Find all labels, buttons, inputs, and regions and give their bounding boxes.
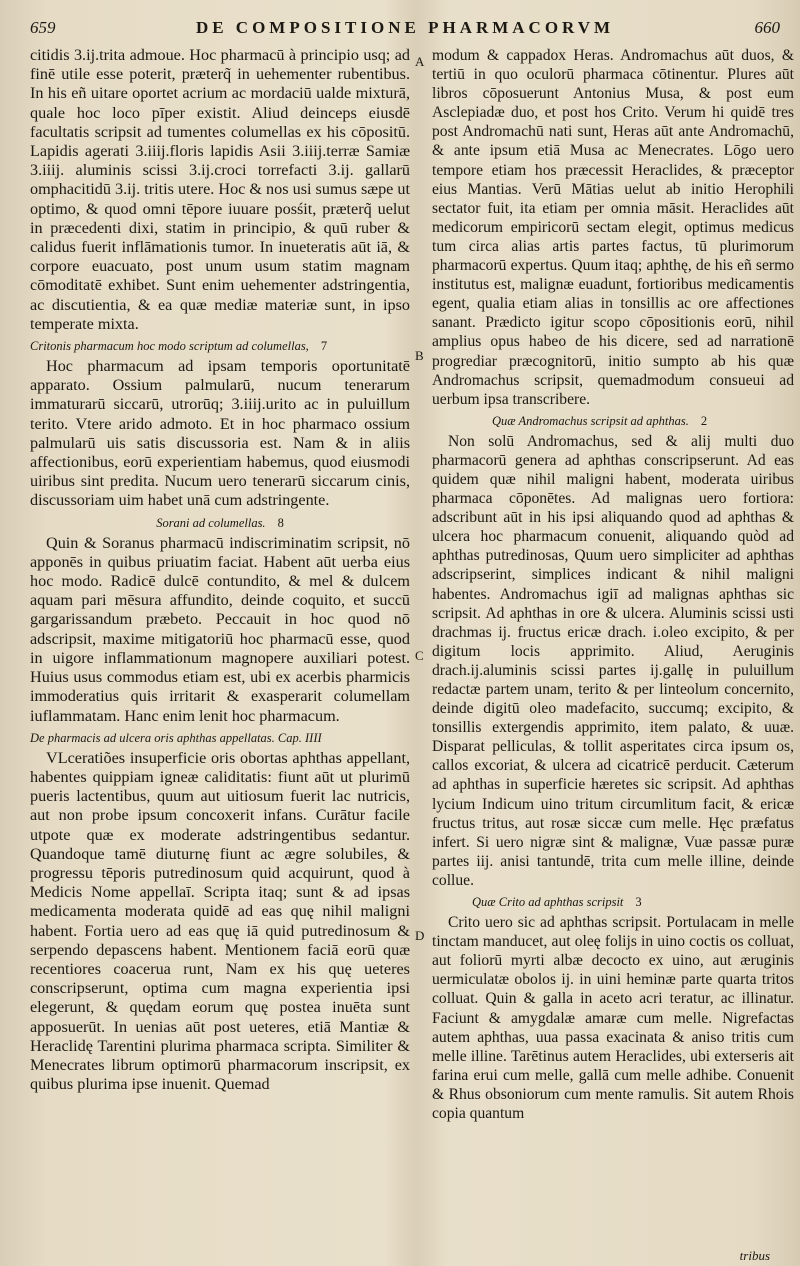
section-heading [30, 730, 410, 747]
text-paragraph: modum & cappadox Heras. Andromachus aūt duos, & tertiū in quo oculorū pharmaca cōtinentur. Plures aūt libros cōposuerunt Antonius Musa, & post eum Asclepiadæ duo, et post hos Crito. Verum hi quidē tres post Andromachū nati sunt, Heras aūt ante Andromachū, & ante ipsum etiā Musa ac Menecrates. Lōgo uero tempore etiam hos præcessit Heraclides, & præceptor eius Mantias. Verū Mātias uelut ab initio Herophili sectator fuit, ita etiam per omnia māsit. Heraclides aūt medicorum empiricorū sectam elegit, optimus medicus tum circa alias artis partes factus, tū plurimorum pharmacorū expertus. Quum itaq; aphthę, de his eñ sermo institutus est, malignæ euadunt, fortioribus medicamentis egent, qualia etiam alias in tonsillis ac ore affectiones sanant. Prædicto igitur scopo cōpositionis eorū, nihil amplius opus habeo de his dicere, sed ad narrationē progrediar præcognitorū, initio sumpto ab his quæ Andromachus scripsit, quemadmodum consueui ad uerbum ipsa transcribere. [432, 47, 794, 408]
right-text-column [432, 46, 794, 1123]
margin-letter-a: A [415, 54, 425, 69]
section-heading-text: De pharmacis ad ulcera oris aphthas appellatas. Cap. IIII [30, 730, 322, 745]
section-heading-text: Critonis pharmacum hoc modo scriptum ad columellas, [30, 339, 309, 354]
margin-letter-b: B [415, 348, 424, 363]
text-paragraph: citidis 3.ij.trita admoue. Hoc pharmacū à principio usq; ad finē utile esse poterit, præterq̃ in uehementer rubentibus. In his eñ uitare oportet acrium ac mordaciū ualde mixturā, quale hoc loco pīper existit. Aliud deinceps eiusdē facultatis scripsit ad tumentes columellas ex his cōpositū. Lapidis agerati 3.iiij.floris lapidis Asii 3.iiij.terræ Samiæ 3.iiij. aluminis scissi 3.ij.croci torrefacti 3.ij. gallarū omphacitidū 3.ij. tritis utere. Hoc & nos usi sumus sæpe ut optimo, & quod omni tēpore iuuare posśit, præterq̃ uelut in præcedenti dixi, statim in principio, & quū ruber & calidus fuerit inflāmationis tumor. In inueteratis aūt iā, & corpore euacuato, post unum usum statim magnam cōmoditatē exhibet. Sunt enim uehementer adstringentia, ac discutientia, & ea quæ mediæ materiæ sunt, in ipso temperate mixta. [30, 46, 410, 333]
right-page-number: 660 [754, 18, 780, 37]
section-number: 2 [700, 413, 708, 428]
text-paragraph: Crito uero sic ad aphthas scripsit. Portulacam in melle tinctam manducet, aut oleę folijs in uino coctis os colluat, aut foliorū myrti albæ decocto ex uino, aut æruginis uermiculatæ obolos ij. in uini heminæ parte quarta tritos colluat. Quin & galla in aceto acri teratur, ac illinatur. Faciunt & amygdalæ amaræ cum melle. Nigrefactas autem aphthas, uua passa exacinata & aniso tritis cum melle illine. Tarētinus autem Heraclides, ubi exterseris ait farina erui cum melle, gallā cum melle adhibe. Conuenit & Rhus obsoniorum cum mente ramulis. Sit autem Rhois copia quantum [432, 914, 794, 1122]
section-number: 3 [635, 895, 642, 910]
section-heading [432, 413, 794, 430]
section-heading [30, 338, 410, 355]
text-paragraph: Hoc pharmacum ad ipsam temporis oportunitatē apparato. Ossium palmularū, nucum tenerarum immaturarū siccarū, utrorūq; 3.iiij.urito ac in puluillum terito. Vtere arido admoto. Et in hoc pharmaco ossium palmularū uis satis discussoria est. Nam & in aliis affectionibus, eorū experientiam habemus, quod eiusmodi uiribus sint predita. Nucum uero tenerarū siccarum cinis, discussoriam uim habet unā cum adstringente. [30, 357, 410, 510]
margin-letter-c: C [415, 648, 424, 663]
section-heading [432, 894, 794, 911]
left-page-number: 659 [30, 18, 56, 37]
section-heading-text: Quæ Crito ad aphthas scripsit [472, 895, 624, 910]
margin-letter-d: D [415, 928, 425, 943]
margin-letters [414, 48, 426, 1248]
text-paragraph: Non solū Andromachus, sed & alij multi duo pharmacorū genera ad aphthas conscripserunt. Ad eas quidem quæ nihil maligni habent, moderata uiribus pharmaca cōponētes. Ad malignas uero fortiora: adscribunt aūt in his ipsi aliquando quod ad aphthas & ulcera hoc pharmacum conuenit, aliquando quòd ad aphthas putredinosas, Quum uero simpliciter ad aphthas adscripserint, simplices indicant & nihil maligni habentes. Andromachus igiī ad malignas aphthas sic scripsit. Ad aphthas in ore & ulcera. Aluminis scissi usti drachmas ij. fructus ericæ drach. i.oleo excipito, & per digitum locis apprimito. Aliud, Aeruginis drach.ij.aluminis scissi partes ij.gallę in puluillum redactæ partem unam, terito & per linteolum concernito, deinde digitū oleo madefacito, succumq; excipito, & tonsillis extergendis apprimito, item palato, & uuæ. Disparat pelliculas, & tollit asperitates circa ipsum os, callos excoriat, & ulcera ad cicatricē perducit. Cæterum ad aphthas in superficie hæretes sic scripsit. Ad aphthas lycium Indicum uino tritum circumlitum facit, & ericæ fructus tritus, aut rosæ siccæ cum melle. Hęc præfatus infert. Si uero nigræ sint & malignæ, Vuæ passæ puræ partes iij. anisi tantundē, trita cum melle illine, deinde collue. [432, 432, 794, 889]
section-number: 8 [277, 515, 284, 530]
text-paragraph: Quin & Soranus pharmacū indiscriminatim scripsit, nō apponēs in quibus priuatim faciat. Habent aūt uerba eius hoc modo. Radicē dulcē contundito, & mel & dulcem aquam pari mēsura affundito, deinde coquito, et succū gargarissandum præbeto. Peccauit in hoc quod nō adscripsit, maxime mitigatoriū hoc pharmacū esse, quod in uigore inflammationum magnopere auxiliari potest. Huius usus commodus etiam est, ubi ex acerbis pharmicis immoderatius quis irritarit & exasperarit columellam iuflammatam. Hanc enim lenit hoc pharmacum. [30, 533, 410, 725]
running-header [30, 16, 780, 40]
left-text-column [30, 46, 410, 1094]
section-number: 7 [320, 339, 328, 354]
section-heading [30, 515, 410, 532]
text-paragraph: VLceratiões insuperficie oris obortas aphthas appellant, habentes quippiam igneæ caliditatis: fiunt aūt ut plurimū pueris lactentibus, quum aut uitiosum fuerit lac nutricis, aut non probe ipsum concoxerit infans. Curātur facile utpote quæ ex moderate adstringentibus sedantur. Quandoque tamē diuturnę fiunt ac ægre solubiles, & progressu tēporis putredinosum quid acquirunt, quod à Medicis Nome appellaī. Scripta itaq; sunt & ad ipsas medicamenta moderata quidē ad eas quę nihil maligni habent. Fortia uero ad eas quę iā quid putredinosum & serpendo depascens habent. Mentionem faciā eorū quæ recentiores coacerua runt, Nam ex his quę ueteres conscripserunt, optima cum magna experientia ipsi elegerunt, & quędam eorum quę postea inuēta sunt apposuerūt. In uenias aūt post ueteres, etiā Mantiæ & Heraclidę Tarentini plurima pharmaca scripta. Similiter & Menecrates librum optimorū pharmacorum inscripsit, ex quibus plurima ipse inuenit. Quemad [30, 748, 410, 1094]
section-heading-text: Quæ Andromachus scripsit ad aphthas. [492, 413, 689, 428]
running-title: DE COMPOSITIONE PHARMACORVM [195, 18, 615, 37]
section-heading-text: Sorani ad columellas. [156, 515, 266, 530]
catchword: tribus [739, 1248, 770, 1263]
